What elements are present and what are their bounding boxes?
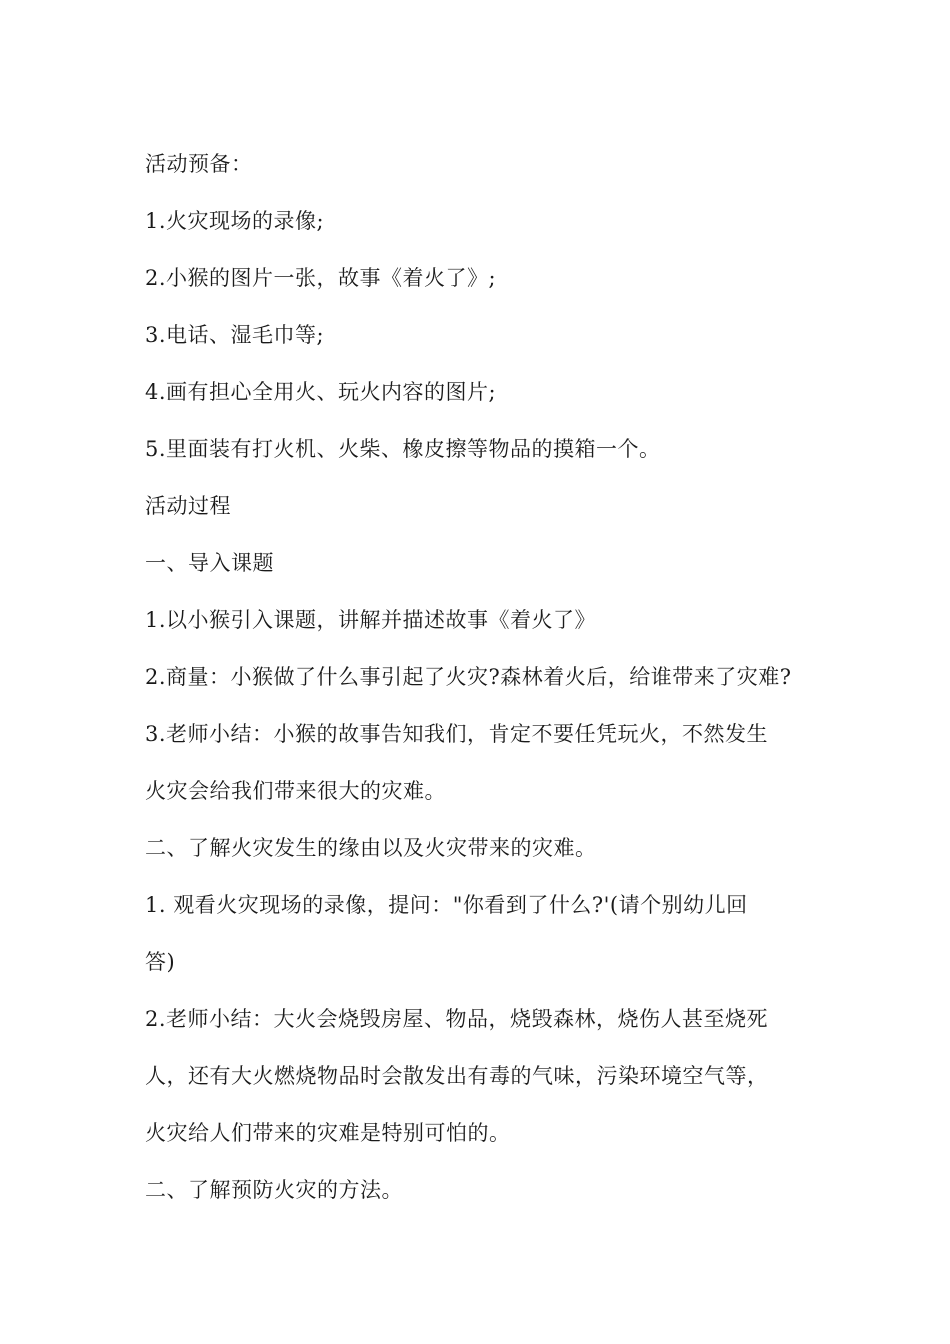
prep-item-1: 1.火灾现场的录像; [145,209,325,233]
section-heading-process: 活动过程 [145,494,231,518]
prep-item-4: 4.画有担心全用火、玩火内容的图片; [145,380,497,404]
intro-item-1: 1.以小猴引入课题，讲解并描述故事《着火了》 [145,608,597,632]
prep-item-3: 3.电话、湿毛巾等; [145,323,325,347]
intro-item-2: 2.商量：小猴做了什么事引起了火灾?森林着火后，给谁带来了灾难? [145,665,792,689]
intro-item-3-cont: 火灾会给我们带来很大的灾难。 [145,779,446,803]
causes-item-2-cont: 人，还有大火燃烧物品时会散发出有毒的气味，污染环境空气等， [145,1064,769,1088]
subsection-heading-prevention: 二、了解预防火灾的方法。 [145,1178,403,1202]
causes-item-2: 2.老师小结：大火会烧毁房屋、物品，烧毁森林，烧伤人甚至烧死 [145,1007,769,1031]
prep-item-2: 2.小猴的图片一张，故事《着火了》; [145,266,497,290]
intro-item-3: 3.老师小结：小猴的故事告知我们，肯定不要任凭玩火，不然发生 [145,722,769,746]
causes-item-1-cont: 答) [145,950,176,974]
subsection-heading-intro: 一、导入课题 [145,551,274,575]
causes-item-2-cont2: 火灾给人们带来的灾难是特别可怕的。 [145,1121,511,1145]
subsection-heading-causes: 二、了解火灾发生的缘由以及火灾带来的灾难。 [145,836,597,860]
causes-item-1: 1. 观看火灾现场的录像，提问："你看到了什么?'(请个别幼儿回 [145,893,748,917]
document-body [145,136,825,1219]
prep-item-5: 5.里面装有打火机、火柴、橡皮擦等物品的摸箱一个。 [145,437,661,461]
section-heading-preparation: 活动预备： [145,152,253,176]
